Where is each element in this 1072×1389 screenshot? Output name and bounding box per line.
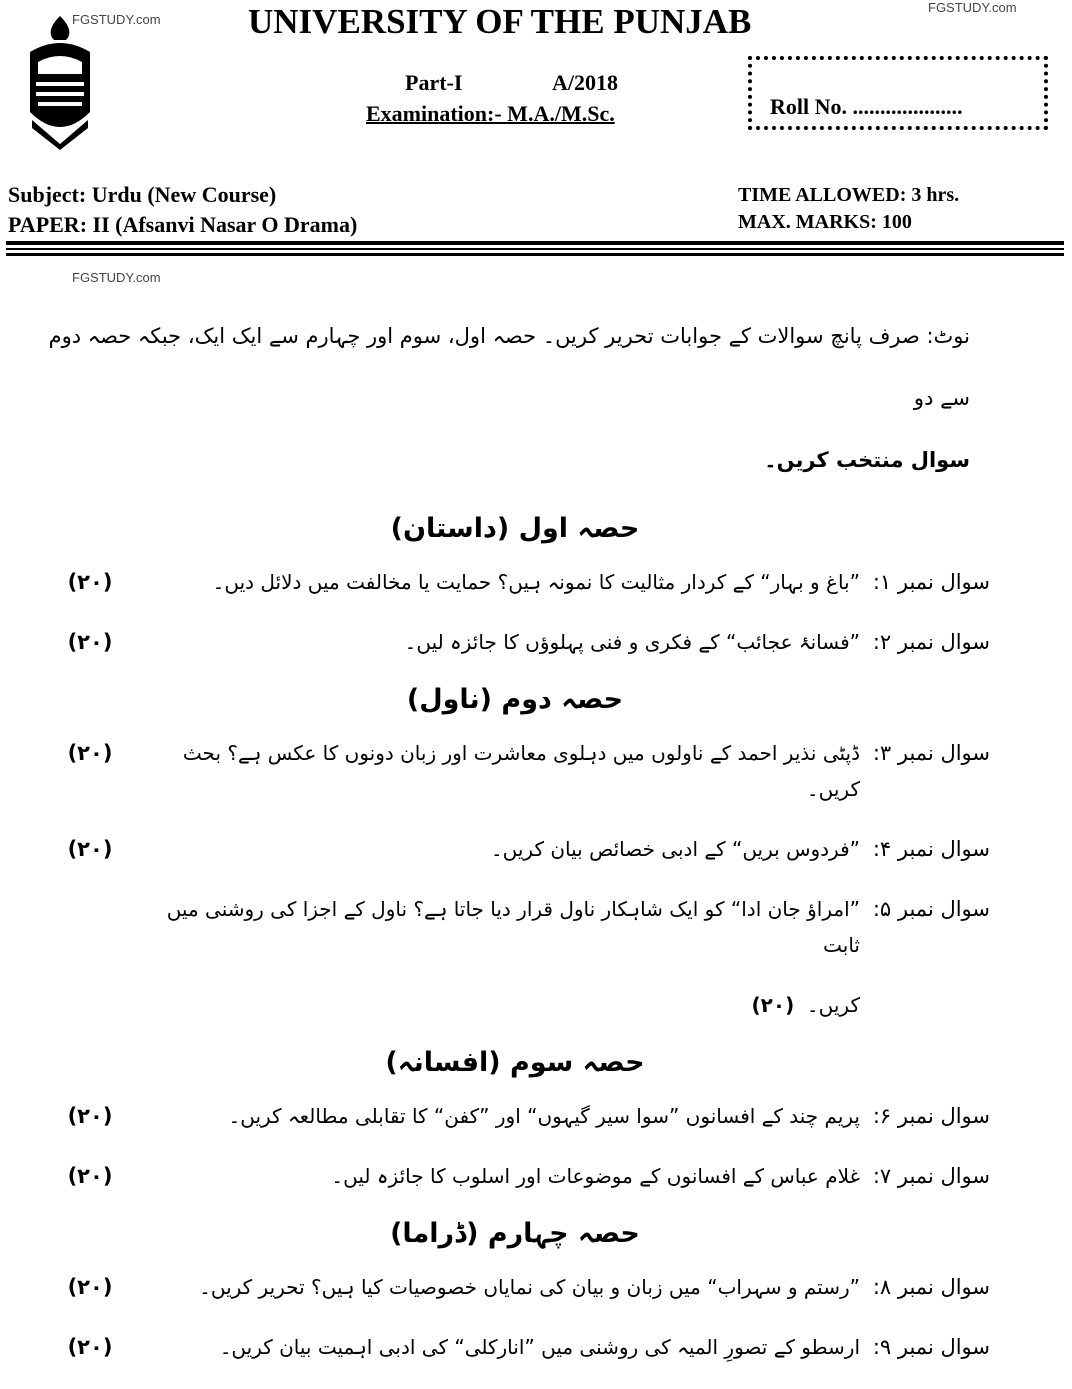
question-text: پریم چند کے افسانوں ”سوا سیر گیہوں“ اور ”کفن“ کا تقابلی مطالعہ کریں۔	[228, 1104, 860, 1128]
question-number: سوال نمبر ۵:	[872, 897, 990, 921]
question-marks: (۲۰)	[751, 993, 795, 1017]
question-text: ”باغ و بہار“ کے کردار مثالیت کا نمونہ ہیں؟ حمایت یا مخالفت میں دلائل دیں۔	[212, 570, 860, 594]
question-number: سوال نمبر ۹:	[872, 1335, 990, 1359]
paper-label: PAPER: II (Afsanvi Nasar O Drama)	[8, 212, 358, 237]
question-row	[40, 831, 990, 867]
question-text: ڈپٹی نذیر احمد کے ناولوں میں دہلوی معاشرت اور زبان دونوں کا عکس ہے؟ بحث کریں۔	[182, 741, 860, 801]
question-text: ”رستم و سہراب“ میں زبان و بیان کی نمایاں خصوصیات کیا ہیں؟ تحریر کریں۔	[199, 1275, 860, 1299]
question-row	[40, 1269, 990, 1305]
question-number: سوال نمبر ۷:	[872, 1164, 990, 1188]
watermark: FGSTUDY.com	[72, 270, 161, 285]
question-row	[40, 1329, 990, 1365]
question-number: سوال نمبر ۲:	[872, 630, 990, 654]
question-text: ”فردوس بریں“ کے ادبی خصائص بیان کریں۔	[490, 837, 860, 861]
question-marks: (۲۰)	[67, 630, 113, 654]
question-number: سوال نمبر ۱:	[872, 570, 990, 594]
subject-label: Subject: Urdu (New Course)	[8, 182, 277, 207]
question-number: سوال نمبر ۴:	[872, 837, 990, 861]
question-row	[40, 891, 990, 1023]
question-marks: (۲۰)	[67, 570, 113, 594]
question-marks: (۲۰)	[67, 1275, 113, 1299]
question-row	[40, 1158, 990, 1194]
question-paper-body	[40, 305, 990, 1389]
instructions-note-cont: سوال منتخب کریں۔	[764, 448, 970, 472]
section-heading: حصہ اول (داستان)	[390, 513, 640, 544]
divider	[6, 248, 1064, 250]
question-number: سوال نمبر ۶:	[872, 1104, 990, 1128]
divider	[6, 241, 1064, 245]
question-row	[40, 735, 990, 807]
question-marks: (۲۰)	[67, 741, 113, 765]
section-heading: حصہ سوم (افسانہ)	[385, 1047, 645, 1078]
section-heading: حصہ دوم (ناول)	[406, 684, 624, 715]
question-text: ”امراؤ جان ادا“ کو ایک شاہکار ناول قرار دیا جاتا ہے؟ ناول کے اجزا کی روشنی میں ثابت	[166, 897, 860, 957]
watermark: FGSTUDY.com	[72, 12, 161, 27]
university-title: UNIVERSITY OF THE PUNJAB	[248, 2, 752, 41]
question-row	[40, 1098, 990, 1134]
question-text: ”فسانۂ عجائب“ کے فکری و فنی پہلوؤں کا جائزہ لیں۔	[404, 630, 860, 654]
question-marks: (۲۰)	[67, 1104, 113, 1128]
question-marks: (۲۰)	[67, 1335, 113, 1359]
question-number: سوال نمبر ۳:	[872, 741, 990, 765]
question-marks: (۲۰)	[67, 1164, 113, 1188]
max-marks: MAX. MARKS: 100	[738, 211, 912, 233]
watermark: FGSTUDY.com	[928, 0, 1017, 15]
question-row	[40, 624, 990, 660]
instructions-note	[40, 305, 990, 491]
question-text: غلام عباس کے افسانوں کے موضوعات اور اسلوب کا جائزہ لیں۔	[331, 1164, 860, 1188]
roll-number-label: Roll No. ....................	[770, 94, 963, 119]
question-number: سوال نمبر ۸:	[872, 1275, 990, 1299]
instructions-note-text: نوٹ: صرف پانچ سوالات کے جوابات تحریر کریں۔ حصہ اول، سوم اور چہارم سے ایک ایک، جبکہ حصہ دوم سے دو	[48, 324, 970, 410]
university-crest-logo	[20, 12, 100, 152]
section-heading: حصہ چہارم (ڈراما)	[390, 1218, 640, 1249]
question-text-cont: کریں۔	[806, 993, 860, 1017]
divider	[6, 253, 1064, 256]
part-label: Part-I	[405, 70, 463, 95]
question-marks: (۲۰)	[67, 837, 113, 861]
question-text: ارسطو کے تصورِ المیہ کی روشنی میں ”انارکلی“ کی ادبی اہمیت بیان کریں۔	[219, 1335, 860, 1359]
examination-label: Examination:- M.A./M.Sc.	[366, 101, 615, 126]
session-label: A/2018	[552, 70, 618, 95]
question-row	[40, 564, 990, 600]
time-allowed: TIME ALLOWED: 3 hrs.	[738, 184, 960, 206]
roll-number-box[interactable]	[748, 56, 1048, 130]
